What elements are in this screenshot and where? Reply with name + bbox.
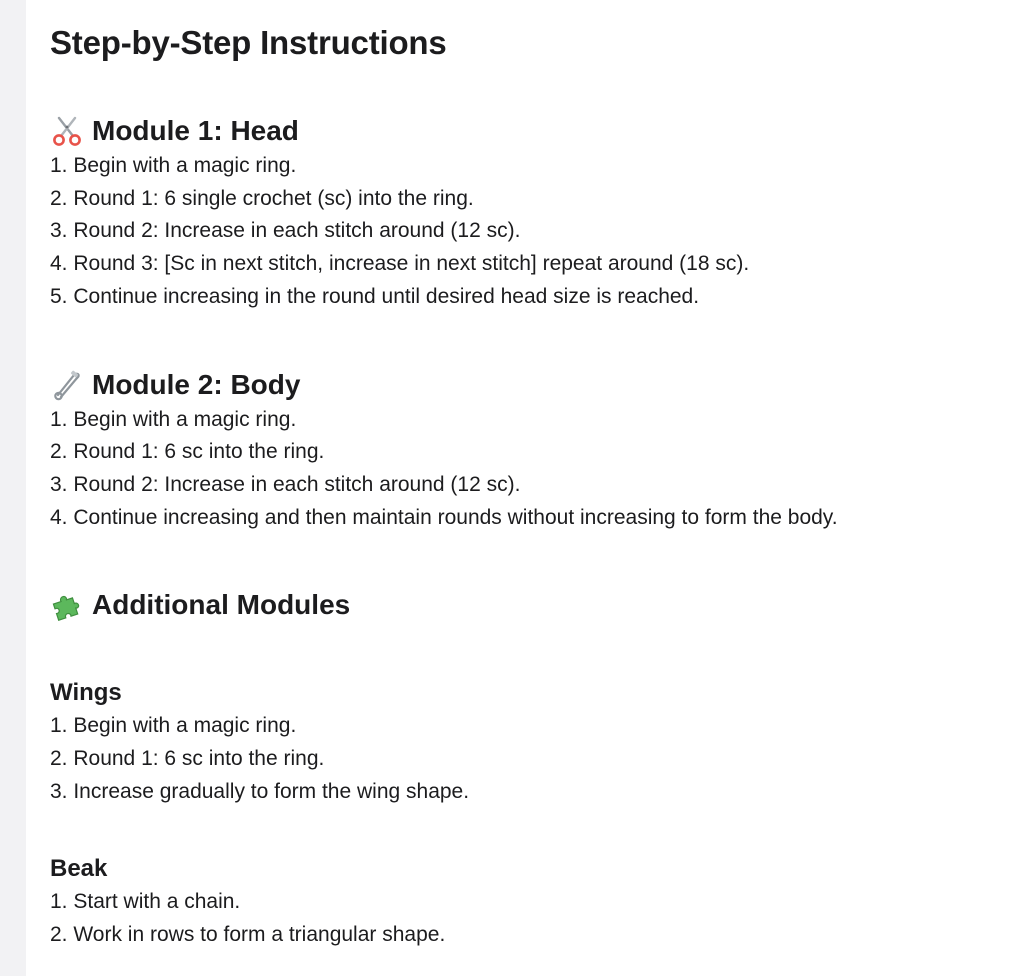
safety-pin-icon	[50, 368, 84, 402]
module-head-heading	[50, 112, 1010, 150]
instructions-document	[50, 22, 1010, 952]
wings-heading: Wings	[50, 679, 122, 707]
sub-module-wings	[50, 676, 1010, 808]
beak-steps	[50, 886, 1010, 951]
list-item: 2. Round 1: 6 single crochet (sc) into the ring.	[50, 186, 474, 210]
list-item: 4. Continue increasing and then maintain rounds without increasing to form the body.	[50, 505, 838, 529]
puzzle-piece-icon	[50, 588, 84, 622]
list-item: 3. Round 2: Increase in each stitch around (12 sc).	[50, 219, 521, 243]
list-item: 2. Work in rows to form a triangular shape.	[50, 923, 446, 947]
scissors-icon	[50, 114, 84, 148]
module-body-title: Module 2: Body	[92, 368, 301, 400]
list-item: 1. Start with a chain.	[50, 890, 241, 914]
module-head-title: Module 1: Head	[92, 115, 299, 146]
module-body-heading	[50, 366, 1010, 404]
list-item: 4. Round 3: [Sc in next stitch, increase in next stitch] repeat around (18 sc).	[50, 252, 750, 276]
list-item: 1. Begin with a magic ring.	[50, 714, 297, 738]
list-item: 3. Round 2: Increase in each stitch around (12 sc).	[50, 472, 521, 496]
page-title: Step-by-Step Instructions	[50, 24, 447, 61]
module-head-steps	[50, 150, 1010, 314]
sub-module-beak	[50, 852, 1010, 951]
beak-heading: Beak	[50, 855, 108, 883]
list-item: 2. Round 1: 6 sc into the ring.	[50, 747, 325, 771]
module-head	[50, 112, 1010, 314]
module-additional	[50, 586, 1010, 952]
list-item: 2. Round 1: 6 sc into the ring.	[50, 440, 325, 464]
left-margin-strip	[0, 0, 26, 976]
list-item: 5. Continue increasing in the round until desired head size is reached.	[50, 284, 700, 308]
list-item: 1. Begin with a magic ring.	[50, 154, 297, 177]
wings-steps	[50, 710, 1010, 808]
list-item: 3. Increase gradually to form the wing shape.	[50, 779, 470, 803]
module-body-steps	[50, 404, 1010, 535]
module-additional-title: Additional Modules	[92, 589, 351, 621]
module-body	[50, 366, 1010, 535]
list-item: 1. Begin with a magic ring.	[50, 407, 297, 431]
module-additional-heading	[50, 586, 1010, 624]
